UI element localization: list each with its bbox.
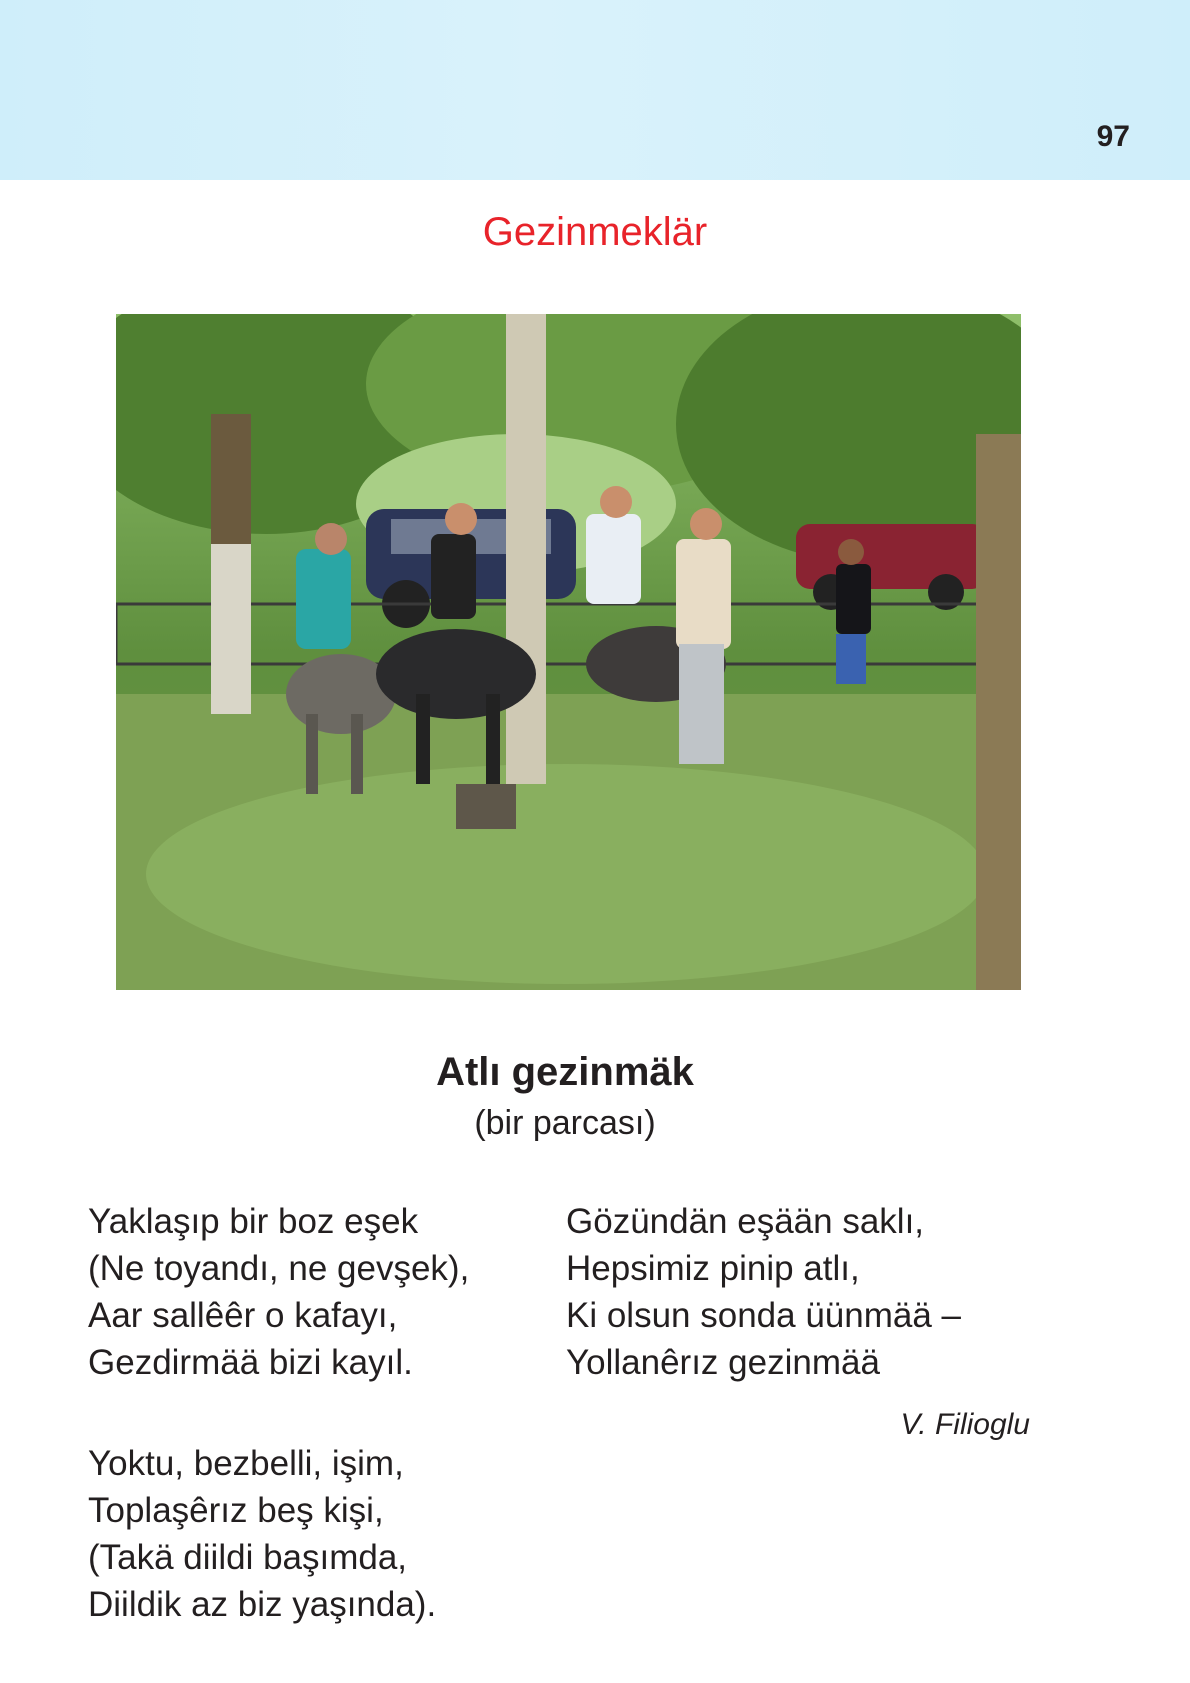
poem-line: (Ne toyandı, ne gevşek), — [88, 1249, 470, 1288]
poem-line: Aar sallêêr o kafayı, — [88, 1296, 398, 1335]
stanza-1 — [88, 1198, 469, 1386]
poem-line: Gözündän eşään saklı, — [566, 1202, 925, 1241]
donkey-ride-photo — [116, 314, 1021, 990]
poem-line: Toplaşêrız beş kişi, — [88, 1491, 384, 1530]
header-band — [0, 0, 1190, 180]
poem-line: Ki olsun sonda üünmää – — [566, 1296, 961, 1335]
page-number: 97 — [1096, 120, 1130, 153]
poem-title: Atlı gezinmäk — [436, 1050, 694, 1094]
section-title: Gezinmeklär — [482, 210, 708, 254]
poem-subtitle: (bir parcası) — [474, 1104, 656, 1142]
stanza-2 — [566, 1198, 961, 1386]
poem-author: V. Filioglu — [900, 1408, 1030, 1441]
poem-line: (Takä diildi başımda, — [88, 1538, 408, 1577]
poem-line: Diildik az biz yaşında). — [88, 1585, 437, 1624]
poem-line: Gezdirmää bizi kayıl. — [88, 1343, 413, 1382]
poem-line: Yollanêrız gezinmää — [566, 1343, 880, 1382]
stanza-3 — [88, 1440, 436, 1628]
poem-line: Yoktu, bezbelli, işim, — [88, 1444, 404, 1483]
poem-line: Yaklaşıp bir boz eşek — [88, 1202, 419, 1241]
poem-line: Hepsimiz pinip atlı, — [566, 1249, 860, 1288]
